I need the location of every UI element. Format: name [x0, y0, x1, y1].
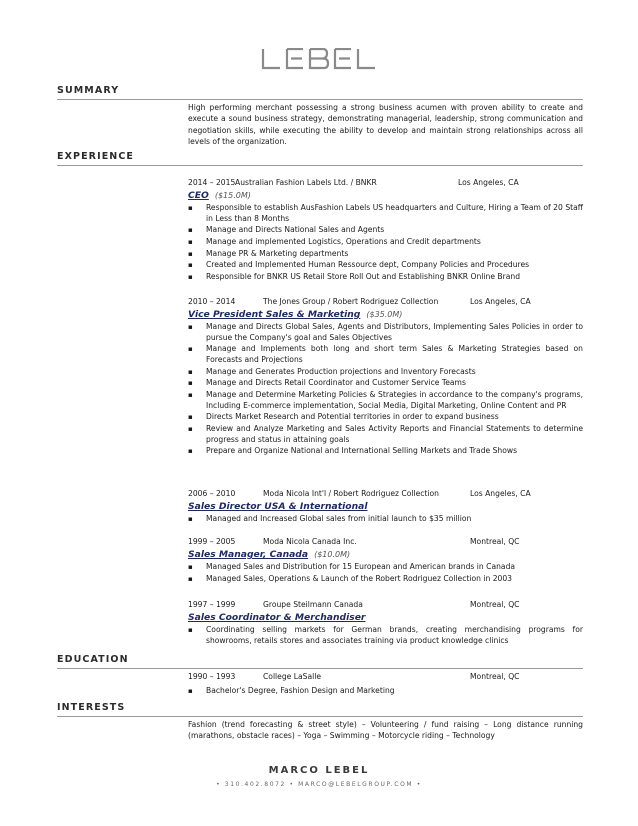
job-entry-vp-sales [188, 296, 583, 458]
footer-name: MARCO LEBEL [268, 765, 370, 776]
job-meta [188, 599, 583, 610]
list-item: ▪ Coordinating selling markets for German brands, creating merchandising programs for showrooms, retails stores and associates training via product knowledge clinics [188, 625, 583, 646]
list-item: ▪ Manage and Directs Global Sales, Agents and Distributors, Implementing Sales Policies in order to pursue the Company's goal and Sales Objectives [188, 322, 583, 343]
list-item: ▪ Manage and Directs Retail Coordinator and Customer Service Teams [188, 378, 583, 389]
list-item: ▪ Manage PR & Marketing departments [188, 249, 583, 260]
job-salary: ($10.0M) [314, 550, 351, 559]
job-dates: 1997 – 1999 [188, 600, 236, 609]
list-item: ▪ Managed Sales and Distribution for 15 European and American brands in Canada [188, 562, 583, 573]
summary-heading: SUMMARY [57, 86, 583, 100]
interests-text: Fashion (trend forecasting & street style) – Volunteering / fund raising – Long distance running (marathons, obstacle races) – Yoga – Swimming – Motorcycle riding – Technology [188, 720, 583, 741]
education-location: Montreal, QC [470, 672, 520, 681]
job-location: Los Angeles, CA [470, 489, 531, 498]
job-dates: 1999 – 2005 [188, 537, 236, 546]
job-dates: 2014 – 2015 [188, 178, 236, 187]
education-meta [188, 671, 583, 682]
lebel-logo-mark [261, 48, 377, 70]
education-bullets [188, 686, 583, 697]
education-entry [188, 671, 583, 698]
job-location: Los Angeles, CA [458, 178, 519, 187]
job-salary: ($35.0M) [366, 310, 403, 319]
list-item: ▪ Directs Market Research and Potential territories in order to expand business [188, 412, 583, 423]
education-heading: EDUCATION [57, 655, 583, 669]
job-title: Vice President Sales & Marketing [188, 309, 361, 320]
list-item: ▪ Managed Sales, Operations & Launch of the Robert Rodriguez Collection in 2003 [188, 574, 583, 585]
footer-contact: • 310.402.8072 • MARCO@LEBELGROUP.COM • [216, 781, 422, 788]
job-location: Los Angeles, CA [470, 297, 531, 306]
job-meta [188, 296, 583, 307]
job-company: Moda Nicola Canada Inc. [263, 537, 357, 546]
job-bullets [188, 562, 583, 584]
job-title: Sales Director USA & International [188, 501, 368, 512]
job-title-line [188, 189, 583, 202]
job-meta [188, 488, 583, 499]
list-item: ▪ Created and Implemented Human Ressource dept, Company Policies and Procedures [188, 260, 583, 271]
list-item: ▪ Manage and implemented Logistics, Operations and Credit departments [188, 237, 583, 248]
job-entry-ceo [188, 177, 583, 284]
job-bullets [188, 203, 583, 283]
job-dates: 2010 – 2014 [188, 297, 236, 306]
job-entry-sales-director [188, 488, 583, 526]
job-title-line [188, 611, 583, 624]
job-bullets [188, 514, 583, 525]
job-title: Sales Manager, Canada [188, 549, 309, 560]
job-entry-sales-manager [188, 536, 583, 585]
list-item: ▪ Responsible for BNKR US Retail Store Roll Out and Establishing BNKR Online Brand [188, 272, 583, 283]
job-bullets [188, 625, 583, 646]
job-company: Groupe Steilmann Canada [263, 600, 363, 609]
job-company: Moda Nicola Int'l / Robert Rodriguez Collection [263, 489, 439, 498]
summary-text: High performing merchant possessing a strong business acumen with proven ability to create and execute a sound business strategy, demonstrating managerial, leadership, strong communication and negotiation skills, while executing the ability to develop and maintain strong relationships across all levels of the organization. [188, 103, 583, 147]
list-item: ▪ Review and Analyze Marketing and Sales Activity Reports and Financial Statements to determine progress and status in attaining goals [188, 424, 583, 445]
job-company: The Jones Group / Robert Rodriguez Collection [263, 297, 439, 306]
job-dates: 2006 – 2010 [188, 489, 236, 498]
job-meta [188, 177, 583, 188]
job-location: Montreal, QC [470, 600, 520, 609]
job-salary: ($15.0M) [214, 191, 251, 200]
list-item: ▪ Manage and Implements both long and short term Sales & Marketing Strategies based on Forecasts and Projections [188, 344, 583, 365]
interests-heading: INTERESTS [57, 703, 583, 717]
job-company: Australian Fashion Labels Ltd. / BNKR [235, 178, 377, 187]
list-item: ▪ Manage and Determine Marketing Policies & Strategies in accordance to the company's programs, Including E-commerce implementation, Social Media, Digital Marketing, Online Content and PR [188, 390, 583, 411]
experience-heading: EXPERIENCE [57, 152, 583, 166]
job-title-line [188, 500, 583, 513]
list-item: ▪ Prepare and Organize National and International Selling Markets and Trade Shows [188, 446, 583, 457]
list-item: ▪ Manage and Generates Production projections and Inventory Forecasts [188, 367, 583, 378]
education-dates: 1990 – 1993 [188, 672, 236, 681]
education-school: College LaSalle [263, 672, 321, 681]
job-title: CEO [188, 190, 209, 201]
job-bullets [188, 322, 583, 457]
job-entry-sales-coordinator [188, 599, 583, 647]
job-title: Sales Coordinator & Merchandiser [188, 612, 366, 623]
list-item: ▪ Managed and Increased Global sales from initial launch to $35 million [188, 514, 583, 525]
list-item: ▪ Manage and Directs National Sales and Agents [188, 225, 583, 236]
job-location: Montreal, QC [470, 537, 520, 546]
list-item: ▪ Responsible to establish AusFashion Labels US headquarters and Culture, Hiring a Team of 20 Staff in Less than 8 Months [188, 203, 583, 224]
list-item: ▪ Bachelor's Degree, Fashion Design and Marketing [188, 686, 583, 697]
job-meta [188, 536, 583, 547]
logo [0, 48, 638, 78]
job-title-line [188, 308, 583, 321]
job-title-line [188, 548, 583, 561]
